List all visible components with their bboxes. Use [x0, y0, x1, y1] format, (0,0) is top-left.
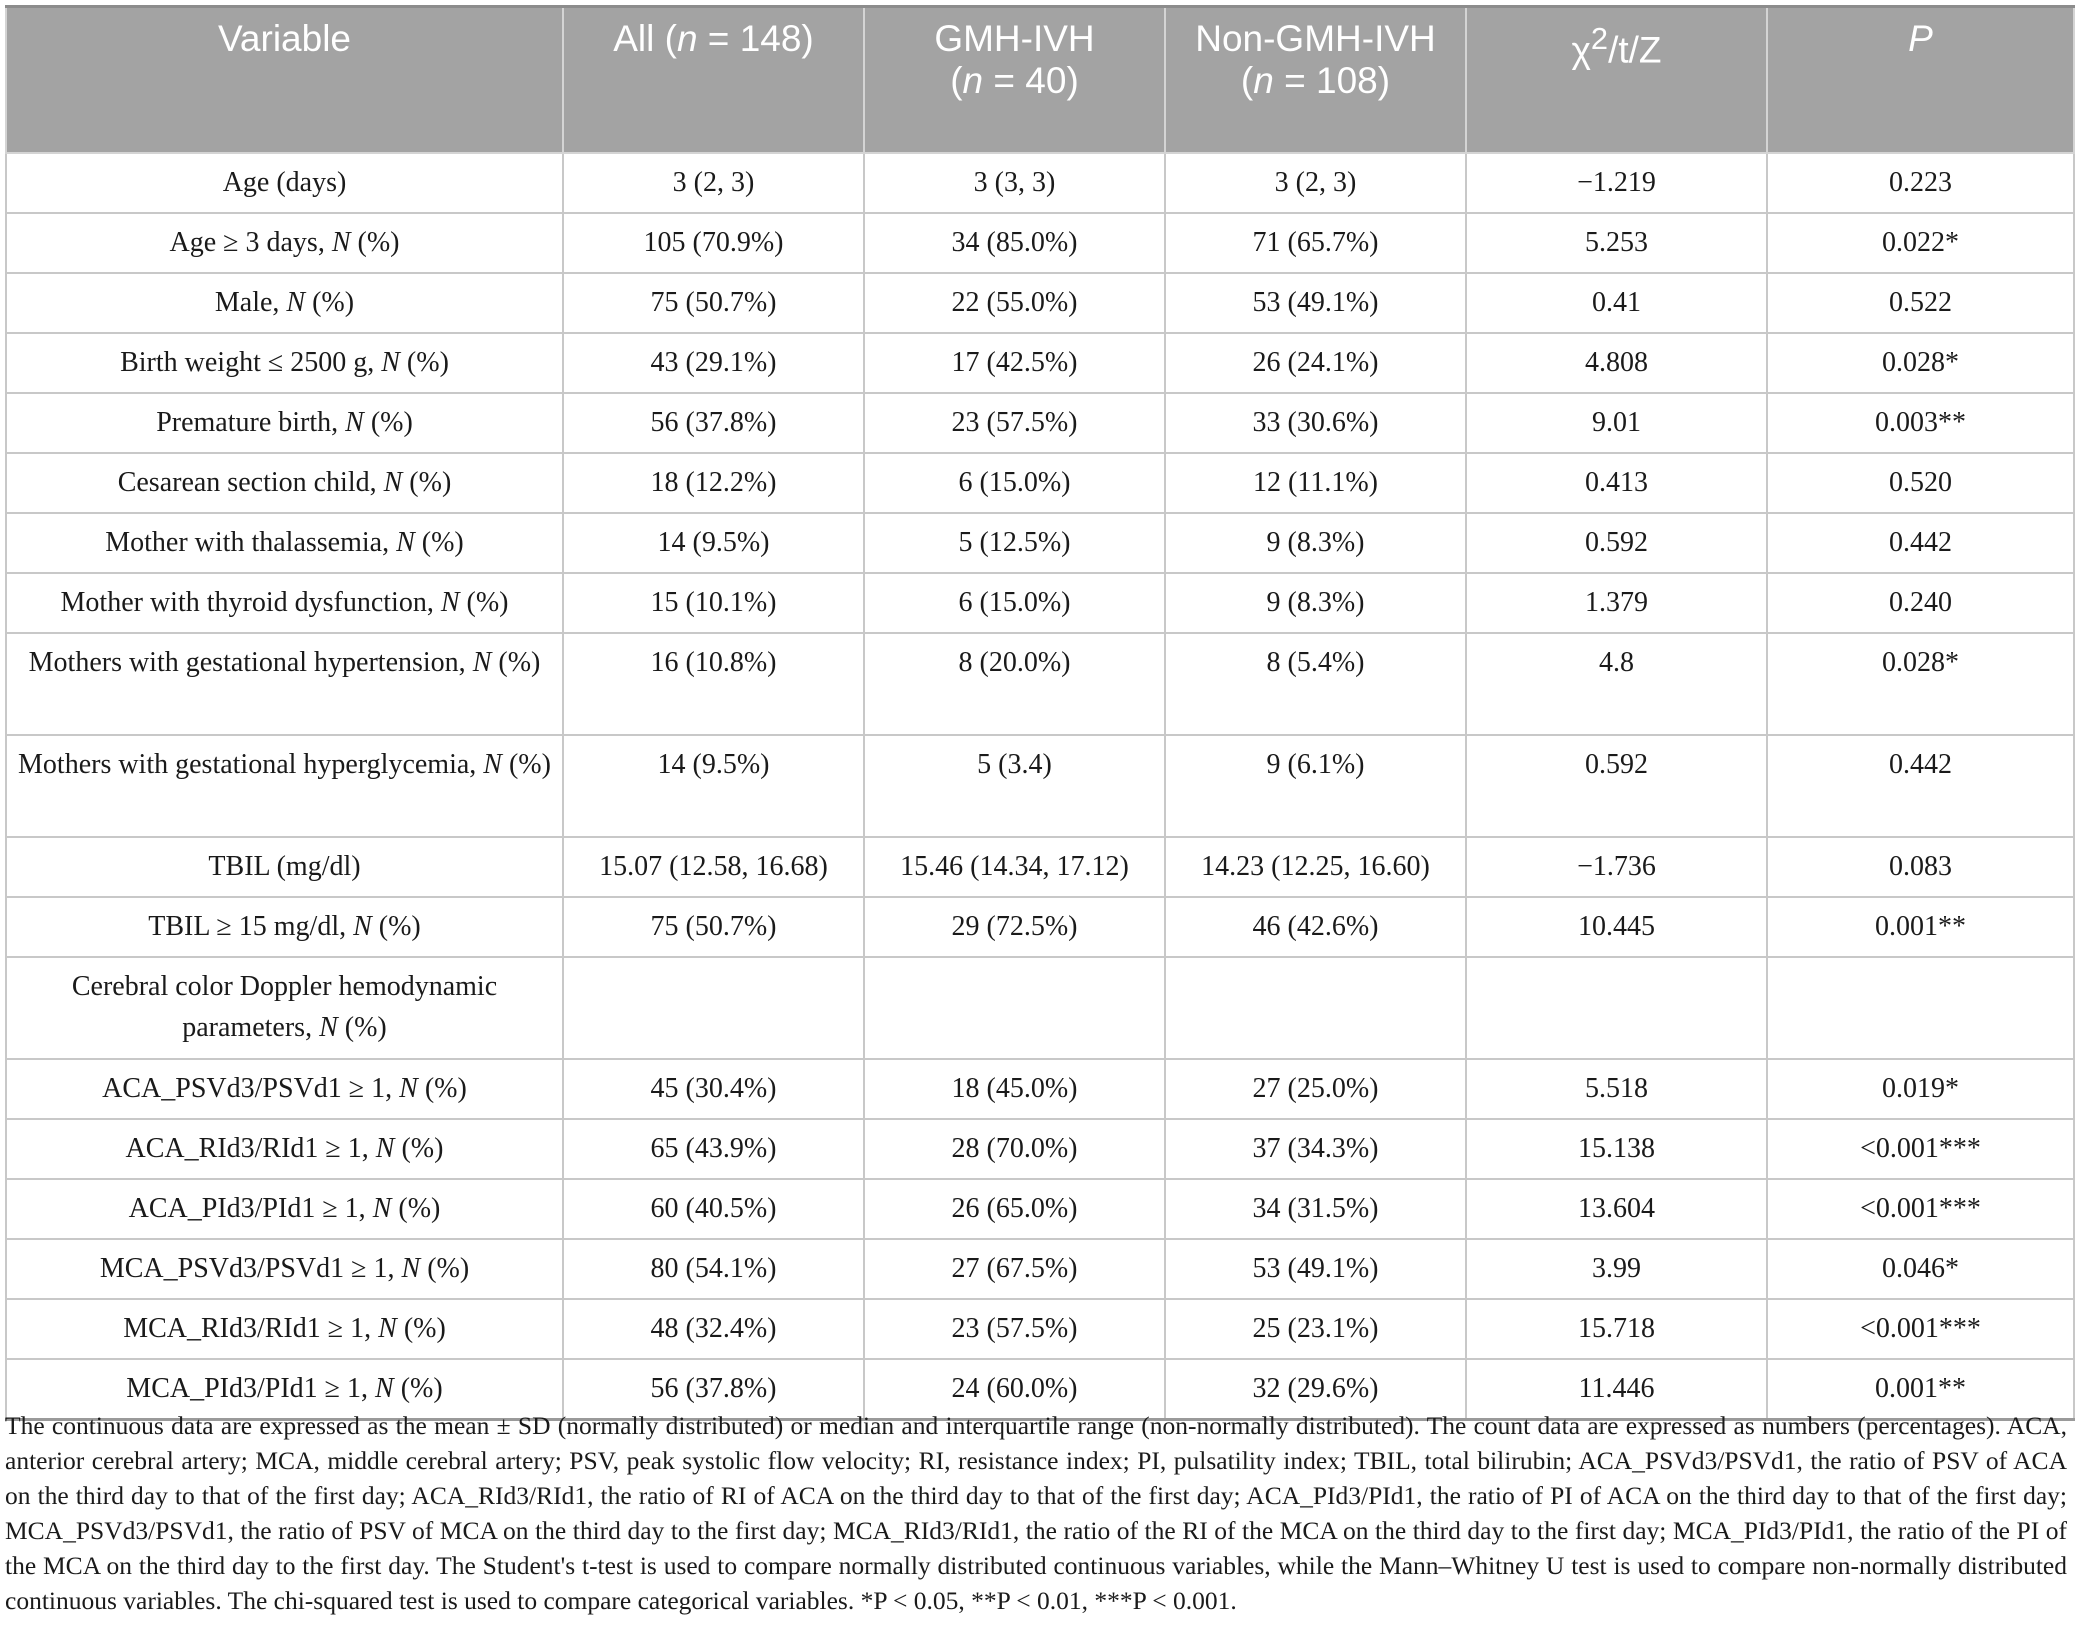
cell-statistic: 3.99 — [1466, 1239, 1767, 1299]
cell-non-gmh-ivh: 32 (29.6%) — [1165, 1359, 1466, 1420]
cell-statistic: −1.219 — [1466, 153, 1767, 213]
cell-gmh-ivh: 15.46 (14.34, 17.12) — [864, 837, 1165, 897]
cell-variable: ACA_PId3/PId1 ≥ 1, N (%) — [6, 1179, 563, 1239]
cell-variable: Cesarean section child, N (%) — [6, 453, 563, 513]
cell-all: 48 (32.4%) — [563, 1299, 864, 1359]
table-row — [6, 633, 2074, 735]
table-row — [6, 513, 2074, 573]
table-row — [6, 393, 2074, 453]
table-row — [6, 1179, 2074, 1239]
cell-non-gmh-ivh: 9 (8.3%) — [1165, 513, 1466, 573]
cell-statistic: 4.808 — [1466, 333, 1767, 393]
cell-statistic: 13.604 — [1466, 1179, 1767, 1239]
cell-all: 56 (37.8%) — [563, 393, 864, 453]
table-body — [6, 153, 2074, 1420]
cell-variable: ACA_RId3/RId1 ≥ 1, N (%) — [6, 1119, 563, 1179]
cell-p-value: 0.001** — [1767, 897, 2074, 957]
cell-non-gmh-ivh: 26 (24.1%) — [1165, 333, 1466, 393]
cell-statistic: 0.592 — [1466, 513, 1767, 573]
cell-gmh-ivh — [864, 957, 1165, 1059]
cell-gmh-ivh: 29 (72.5%) — [864, 897, 1165, 957]
table-row — [6, 1119, 2074, 1179]
cell-all: 14 (9.5%) — [563, 513, 864, 573]
cell-variable: Premature birth, N (%) — [6, 393, 563, 453]
cell-variable: TBIL ≥ 15 mg/dl, N (%) — [6, 897, 563, 957]
cell-non-gmh-ivh: 9 (8.3%) — [1165, 573, 1466, 633]
table-row — [6, 213, 2074, 273]
cell-variable: MCA_PId3/PId1 ≥ 1, N (%) — [6, 1359, 563, 1420]
cell-all: 75 (50.7%) — [563, 273, 864, 333]
header-row — [6, 7, 2074, 153]
cell-non-gmh-ivh: 71 (65.7%) — [1165, 213, 1466, 273]
cell-all: 16 (10.8%) — [563, 633, 864, 735]
cell-p-value: <0.001*** — [1767, 1299, 2074, 1359]
table-row — [6, 1299, 2074, 1359]
cell-statistic — [1466, 957, 1767, 1059]
cell-all: 18 (12.2%) — [563, 453, 864, 513]
cell-p-value: 0.442 — [1767, 513, 2074, 573]
cell-variable: ACA_PSVd3/PSVd1 ≥ 1, N (%) — [6, 1059, 563, 1119]
cell-p-value: 0.522 — [1767, 273, 2074, 333]
cell-gmh-ivh: 22 (55.0%) — [864, 273, 1165, 333]
cell-gmh-ivh: 5 (12.5%) — [864, 513, 1165, 573]
table-row — [6, 957, 2074, 1059]
table-row — [6, 333, 2074, 393]
cell-variable: Age ≥ 3 days, N (%) — [6, 213, 563, 273]
cell-gmh-ivh: 5 (3.4) — [864, 735, 1165, 837]
cell-non-gmh-ivh: 3 (2, 3) — [1165, 153, 1466, 213]
header-p-value: P — [1767, 7, 2074, 153]
cell-gmh-ivh: 3 (3, 3) — [864, 153, 1165, 213]
cell-statistic: 4.8 — [1466, 633, 1767, 735]
cell-gmh-ivh: 24 (60.0%) — [864, 1359, 1165, 1420]
cell-gmh-ivh: 27 (67.5%) — [864, 1239, 1165, 1299]
cell-gmh-ivh: 18 (45.0%) — [864, 1059, 1165, 1119]
cell-gmh-ivh: 8 (20.0%) — [864, 633, 1165, 735]
cell-non-gmh-ivh: 9 (6.1%) — [1165, 735, 1466, 837]
cell-all: 45 (30.4%) — [563, 1059, 864, 1119]
cell-p-value: <0.001*** — [1767, 1179, 2074, 1239]
cell-non-gmh-ivh: 46 (42.6%) — [1165, 897, 1466, 957]
cell-all: 75 (50.7%) — [563, 897, 864, 957]
cell-p-value: 0.520 — [1767, 453, 2074, 513]
table-row — [6, 1239, 2074, 1299]
cell-statistic: 15.718 — [1466, 1299, 1767, 1359]
cell-statistic: 0.413 — [1466, 453, 1767, 513]
cell-statistic: 0.41 — [1466, 273, 1767, 333]
cell-p-value: 0.001** — [1767, 1359, 2074, 1420]
cell-gmh-ivh: 23 (57.5%) — [864, 393, 1165, 453]
cell-non-gmh-ivh: 34 (31.5%) — [1165, 1179, 1466, 1239]
cell-variable: TBIL (mg/dl) — [6, 837, 563, 897]
table-row — [6, 453, 2074, 513]
cell-all: 60 (40.5%) — [563, 1179, 864, 1239]
cell-p-value: 0.442 — [1767, 735, 2074, 837]
table-row — [6, 1059, 2074, 1119]
cell-variable: Male, N (%) — [6, 273, 563, 333]
cell-statistic: 5.518 — [1466, 1059, 1767, 1119]
cell-gmh-ivh: 34 (85.0%) — [864, 213, 1165, 273]
table-row — [6, 735, 2074, 837]
cell-variable: MCA_RId3/RId1 ≥ 1, N (%) — [6, 1299, 563, 1359]
cell-statistic: 10.445 — [1466, 897, 1767, 957]
cell-all — [563, 957, 864, 1059]
cell-statistic: 0.592 — [1466, 735, 1767, 837]
header-all: All (n = 148) — [563, 7, 864, 153]
header-statistic: $\chi^2/t/Z$ — [1466, 7, 1767, 153]
table-header — [6, 7, 2074, 153]
cell-p-value: 0.028* — [1767, 333, 2074, 393]
cell-p-value: <0.001*** — [1767, 1119, 2074, 1179]
cell-non-gmh-ivh: 33 (30.6%) — [1165, 393, 1466, 453]
table-row — [6, 573, 2074, 633]
cell-variable: Birth weight ≤ 2500 g, N (%) — [6, 333, 563, 393]
cell-gmh-ivh: 28 (70.0%) — [864, 1119, 1165, 1179]
cell-gmh-ivh: 6 (15.0%) — [864, 573, 1165, 633]
cell-all: 105 (70.9%) — [563, 213, 864, 273]
cell-gmh-ivh: 26 (65.0%) — [864, 1179, 1165, 1239]
cell-statistic: 5.253 — [1466, 213, 1767, 273]
header-non-gmh-ivh: Non-GMH-IVH (n = 108) — [1165, 7, 1466, 153]
cell-all: 43 (29.1%) — [563, 333, 864, 393]
cell-p-value: 0.223 — [1767, 153, 2074, 213]
cell-gmh-ivh: 23 (57.5%) — [864, 1299, 1165, 1359]
cell-p-value — [1767, 957, 2074, 1059]
cell-non-gmh-ivh: 14.23 (12.25, 16.60) — [1165, 837, 1466, 897]
cell-variable: Mothers with gestational hypertension, N (%) — [6, 633, 563, 735]
cell-variable: Mothers with gestational hyperglycemia, N (%) — [6, 735, 563, 837]
header-gmh-ivh: GMH-IVH (n = 40) — [864, 7, 1165, 153]
cell-non-gmh-ivh: 53 (49.1%) — [1165, 273, 1466, 333]
cell-variable: Mother with thalassemia, N (%) — [6, 513, 563, 573]
cell-all: 3 (2, 3) — [563, 153, 864, 213]
cell-variable: Cerebral color Doppler hemodynamic parameters, N (%) — [6, 957, 563, 1059]
table-row — [6, 837, 2074, 897]
cell-statistic: 15.138 — [1466, 1119, 1767, 1179]
cell-all: 65 (43.9%) — [563, 1119, 864, 1179]
cell-variable: Age (days) — [6, 153, 563, 213]
cell-statistic: −1.736 — [1466, 837, 1767, 897]
results-table — [5, 5, 2075, 1421]
cell-variable: MCA_PSVd3/PSVd1 ≥ 1, N (%) — [6, 1239, 563, 1299]
cell-p-value: 0.240 — [1767, 573, 2074, 633]
cell-non-gmh-ivh: 8 (5.4%) — [1165, 633, 1466, 735]
table-row — [6, 897, 2074, 957]
cell-statistic: 1.379 — [1466, 573, 1767, 633]
cell-all: 80 (54.1%) — [563, 1239, 864, 1299]
cell-gmh-ivh: 6 (15.0%) — [864, 453, 1165, 513]
cell-p-value: 0.083 — [1767, 837, 2074, 897]
table-row — [6, 273, 2074, 333]
results-table-container — [5, 5, 2073, 1421]
cell-non-gmh-ivh: 12 (11.1%) — [1165, 453, 1466, 513]
cell-non-gmh-ivh: 53 (49.1%) — [1165, 1239, 1466, 1299]
cell-variable: Mother with thyroid dysfunction, N (%) — [6, 573, 563, 633]
cell-non-gmh-ivh: 27 (25.0%) — [1165, 1059, 1466, 1119]
cell-non-gmh-ivh: 25 (23.1%) — [1165, 1299, 1466, 1359]
table-footnote: The continuous data are expressed as the mean ± SD (normally distributed) or median and interquartile range (non-normally distributed). The count data are expressed as numbers (percentages). ACA, anterior cerebral artery; MCA, middle cerebral artery; PSV, peak systolic flow velocity; RI, resistance index; PI, pulsatility index; TBIL, total bilirubin; ACA_PSVd3/PSVd1, the ratio of PSV of ACA on the third day to that of the first day; ACA_RId3/RId1, the ratio of RI of ACA on the third day to that of the first day; ACA_PId3/PId1, the ratio of PI of ACA on the third day to that of the first day; MCA_PSVd3/PSVd1, the ratio of PSV of MCA on the third day to the first day; MCA_RId3/RId1, the ratio of the RI of the MCA on the third day to the first day; MCA_PId3/PId1, the ratio of the PI of the MCA on the third day to the first day. The Student's t-test is used to compare normally distributed continuous variables, while the Mann–Whitney U test is used to compare non-normally distributed continuous variables. The chi-squared test is used to compare categorical variables. *P < 0.05, **P < 0.01, ***P < 0.001. — [5, 1411, 2067, 1615]
cell-statistic: 11.446 — [1466, 1359, 1767, 1420]
cell-p-value: 0.003** — [1767, 393, 2074, 453]
cell-p-value: 0.019* — [1767, 1059, 2074, 1119]
cell-all: 15.07 (12.58, 16.68) — [563, 837, 864, 897]
cell-p-value: 0.046* — [1767, 1239, 2074, 1299]
table-row — [6, 153, 2074, 213]
cell-non-gmh-ivh: 37 (34.3%) — [1165, 1119, 1466, 1179]
cell-all: 56 (37.8%) — [563, 1359, 864, 1420]
cell-statistic: 9.01 — [1466, 393, 1767, 453]
cell-p-value: 0.028* — [1767, 633, 2074, 735]
cell-gmh-ivh: 17 (42.5%) — [864, 333, 1165, 393]
header-variable: Variable — [6, 7, 563, 153]
cell-all: 14 (9.5%) — [563, 735, 864, 837]
cell-p-value: 0.022* — [1767, 213, 2074, 273]
cell-non-gmh-ivh — [1165, 957, 1466, 1059]
cell-all: 15 (10.1%) — [563, 573, 864, 633]
